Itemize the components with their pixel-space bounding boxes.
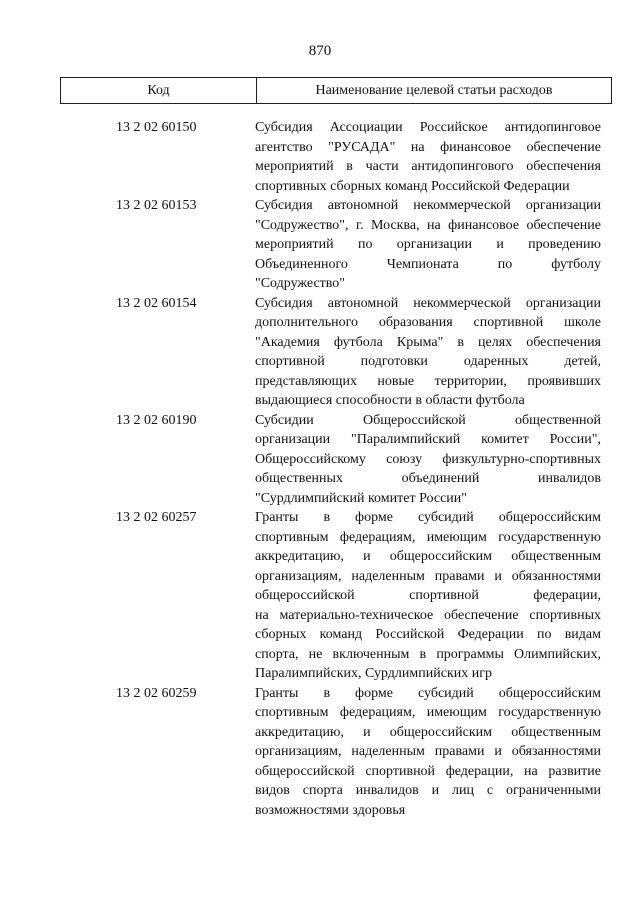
description-line: дополнительного образования спортивной школе <box>255 315 601 330</box>
header-name-column: Наименование целевой статьи расходов <box>315 82 553 98</box>
table-row <box>0 196 640 294</box>
description-line: общероссийской спортивной федерации, на развитие <box>255 763 601 779</box>
table-row <box>0 411 640 509</box>
row-description <box>255 294 601 411</box>
description-line: спорта, не включенным в программы Олимпийских, <box>255 646 601 662</box>
description-line: аккредитацию, и общероссийским общественным <box>255 549 601 564</box>
description-line: Объединенного Чемпионата по футболу <box>255 256 601 272</box>
description-line: Субсидии Общероссийской общественной <box>255 412 601 428</box>
description-line: на материально-техническое обеспечение спортивных <box>255 607 601 623</box>
description-line: Субсидия автономной некоммерческой организации <box>255 295 601 311</box>
description-line: представляющих новые территории, проявивших <box>255 373 601 389</box>
description-line: общественных объединений инвалидов <box>255 471 601 486</box>
table-row <box>0 118 640 196</box>
row-code: 13 2 02 60257 <box>116 510 197 525</box>
row-code: 13 2 02 60190 <box>116 412 197 428</box>
description-line: спортивным федерациям, имеющим государственную <box>255 705 601 720</box>
description-line: Субсидия автономной некоммерческой организации <box>255 198 601 213</box>
row-code: 13 2 02 60150 <box>116 120 197 135</box>
description-line: "Академия футбола Крыма" в целях обеспечения <box>255 334 601 350</box>
row-description <box>255 684 601 821</box>
description-line: "Содружество" <box>255 276 346 291</box>
header-code-column: Код <box>61 78 257 103</box>
table-body <box>0 118 640 820</box>
table-row <box>0 294 640 411</box>
description-line: организации "Паралимпийский комитет России", <box>255 432 601 447</box>
description-line: мероприятий в части антидопингового обеспечения <box>255 159 601 174</box>
description-line: организациям, наделенным правами и обязанностями <box>255 568 601 584</box>
description-line: сборных команд Российской Федерации по видам <box>255 627 601 642</box>
table-row <box>0 684 640 821</box>
description-line: общероссийской спортивной федерации, <box>255 588 601 603</box>
row-description <box>255 118 601 196</box>
description-line: спортивным федерациям, имеющим государственную <box>255 529 601 545</box>
description-line: аккредитацию, и общероссийским общественным <box>255 724 601 740</box>
description-line: организациям, наделенным правами и обязанностями <box>255 744 601 759</box>
row-code: 13 2 02 60154 <box>116 295 197 311</box>
description-line: "Содружество", г. Москва, на финансовое обеспечение <box>255 217 601 233</box>
row-code: 13 2 02 60153 <box>116 198 197 213</box>
row-code: 13 2 02 60259 <box>116 685 197 701</box>
description-line: Субсидия Ассоциации Российское антидопинговое <box>255 120 601 135</box>
description-line: видов спорта инвалидов и лиц с ограниченными <box>255 783 601 798</box>
description-line: Паралимпийских, Сурдлимпийских игр <box>255 666 492 681</box>
description-line: возможностями здоровья <box>255 802 406 818</box>
row-description <box>255 508 601 684</box>
description-line: спортивной подготовки одаренных детей, <box>255 354 601 369</box>
table-header <box>60 77 612 104</box>
description-line: выдающиеся способности в области футбола <box>255 393 525 408</box>
table-row <box>0 508 640 684</box>
row-description <box>255 411 601 509</box>
row-description <box>255 196 601 294</box>
description-line: "Сурдлимпийский комитет России" <box>255 490 467 506</box>
description-line: Гранты в форме субсидий общероссийским <box>255 685 601 701</box>
description-line: Общероссийскому союзу физкультурно-спортивных <box>255 451 601 467</box>
description-line: мероприятий по организации и проведению <box>255 237 601 252</box>
page-number: 870 <box>308 43 332 59</box>
description-line: агентство "РУСАДА" на финансовое обеспечение <box>255 139 601 155</box>
description-line: спортивных сборных команд Российской Федерации <box>255 178 570 194</box>
description-line: Гранты в форме субсидий общероссийским <box>255 510 601 525</box>
